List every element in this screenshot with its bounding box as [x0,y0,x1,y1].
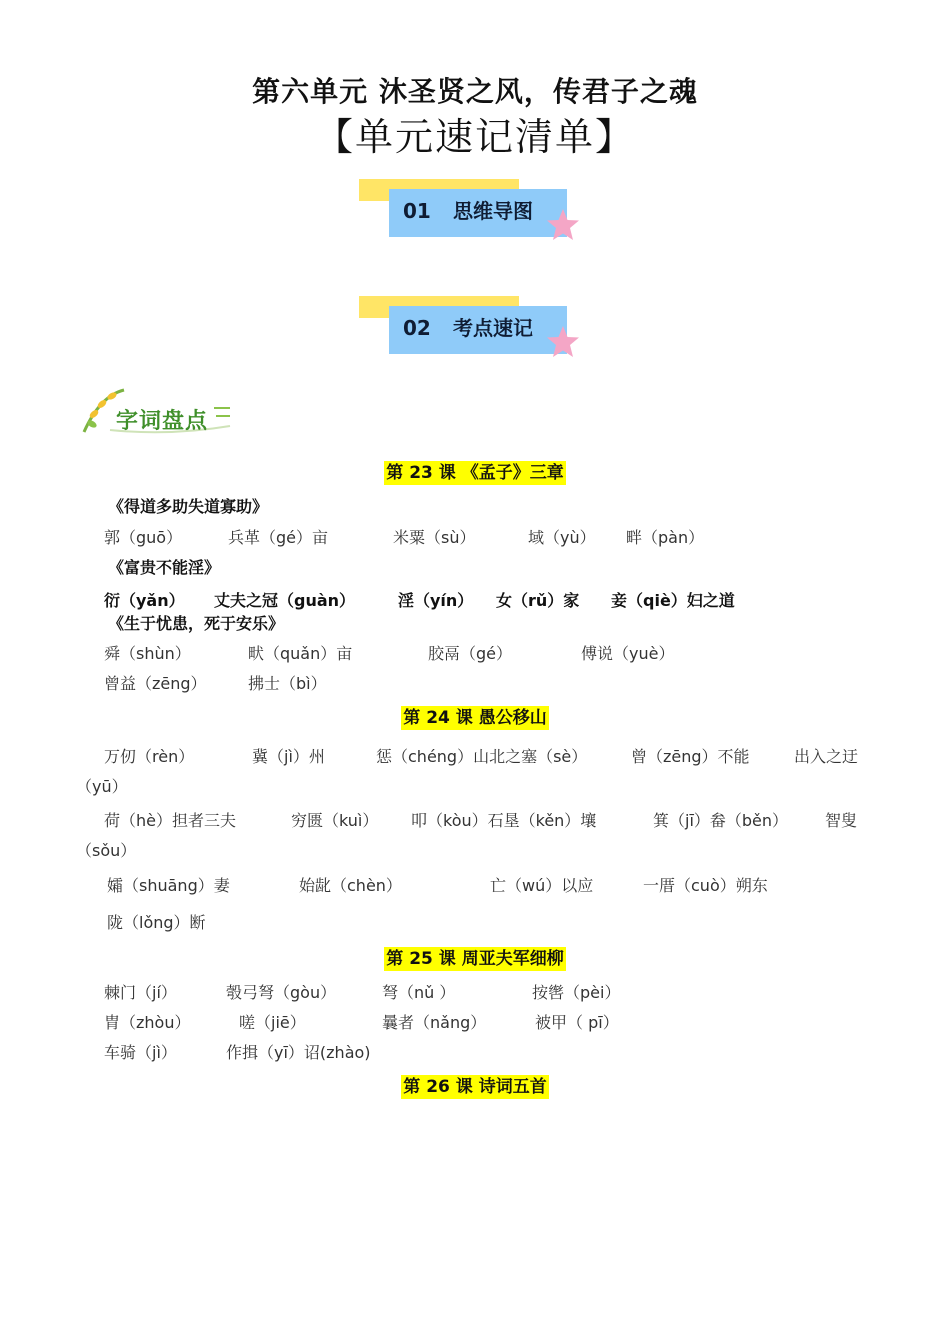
list-item: 兵革（gé）亩 [228,528,329,547]
list-item: 胶鬲（gé） [428,644,513,663]
list-item: 孀（shuāng）妻 [107,876,230,895]
list-item: 始龀（chèn） [299,876,402,895]
section-banner-key-points [359,296,589,366]
list-item: 舜（shùn） [104,644,191,663]
list-item: 妾（qiè）妇之道 [611,591,735,610]
list-item: 出入之迂 [794,747,859,766]
section-label: 考点速记 [453,316,533,340]
lesson-24-title: 第 24 课 愚公移山 [403,708,547,728]
star-icon [545,207,581,243]
list-item: 被甲（ pī） [535,1013,619,1032]
list-item: 郭（guō） [104,528,183,547]
list-item: 拂士（bì） [248,674,327,693]
list-item: 作揖（yī）诏(zhào) [226,1043,371,1062]
list-item: 荷（hè）担者三夫 [104,811,236,830]
lesson-23-sub1: 《得道多助失道寡助》 [108,497,269,516]
list-item: 胄（zhòu） [104,1013,191,1032]
list-item: 叩（kòu）石垦（kěn）壤 [411,811,597,830]
list-item: 棘门（jí） [104,983,177,1002]
list-item: 车骑（jì） [104,1043,177,1062]
list-item: 智叟 [825,811,858,830]
list-item: 陇（lǒng）断 [107,913,206,932]
list-item: 傅说（yuè） [581,644,675,663]
star-icon [545,324,581,360]
list-item: 按辔（pèi） [532,983,621,1002]
lesson-25-title: 第 25 课 周亚夫军细柳 [386,949,564,969]
list-item: 曾益（zēng） [104,674,207,693]
section-banner-mind-map [359,179,589,249]
list-item: 域（yù） [528,528,596,547]
list-item: 米粟（sù） [393,528,476,547]
page-title: 第六单元 沐圣贤之风，传君子之魂 [252,75,698,108]
list-item: 曩者（nǎng） [382,1013,487,1032]
list-item: 淫（yín） [398,591,474,610]
lesson-23-sub2: 《富贵不能淫》 [108,558,221,577]
list-item: 衍（yǎn） [104,591,185,610]
list-item: （sǒu） [76,841,137,860]
page-subtitle: 【单元速记清单】 [314,115,635,159]
list-item: 彀弓弩（gòu） [226,983,337,1002]
lesson-23-title: 第 23 课 《孟子》三章 [386,463,564,483]
vocabulary-logo [80,386,240,436]
list-item: 畎（quǎn）亩 [248,644,353,663]
list-item: 嗟（jiē） [239,1013,306,1032]
logo-label: 字词盘点 [116,409,209,434]
list-item: 女（rǔ）家 [496,591,580,610]
list-item: 丈夫之冠（guàn） [214,591,356,610]
list-item: 一厝（cuò）朔东 [643,876,768,895]
list-item: 惩（chéng）山北之塞（sè） [376,747,588,766]
list-item: 畔（pàn） [626,528,705,547]
list-item: 弩（nǔ ） [382,983,456,1002]
lesson-23-sub3: 《生于忧患，死于安乐》 [108,614,285,633]
section-number: 02 [403,316,431,340]
list-item: 箕（jī）畚（běn） [653,811,789,830]
list-item: （yū） [76,777,128,796]
section-number: 01 [403,199,431,223]
lesson-26-title: 第 26 课 诗词五首 [403,1077,547,1097]
list-item: 穷匮（kuì） [291,811,379,830]
list-item: 亡（wú）以应 [490,876,594,895]
section-label: 思维导图 [453,199,533,223]
list-item: 曾（zēng）不能 [631,747,750,766]
list-item: 冀（jì）州 [252,747,325,766]
list-item: 万仞（rèn） [104,747,195,766]
